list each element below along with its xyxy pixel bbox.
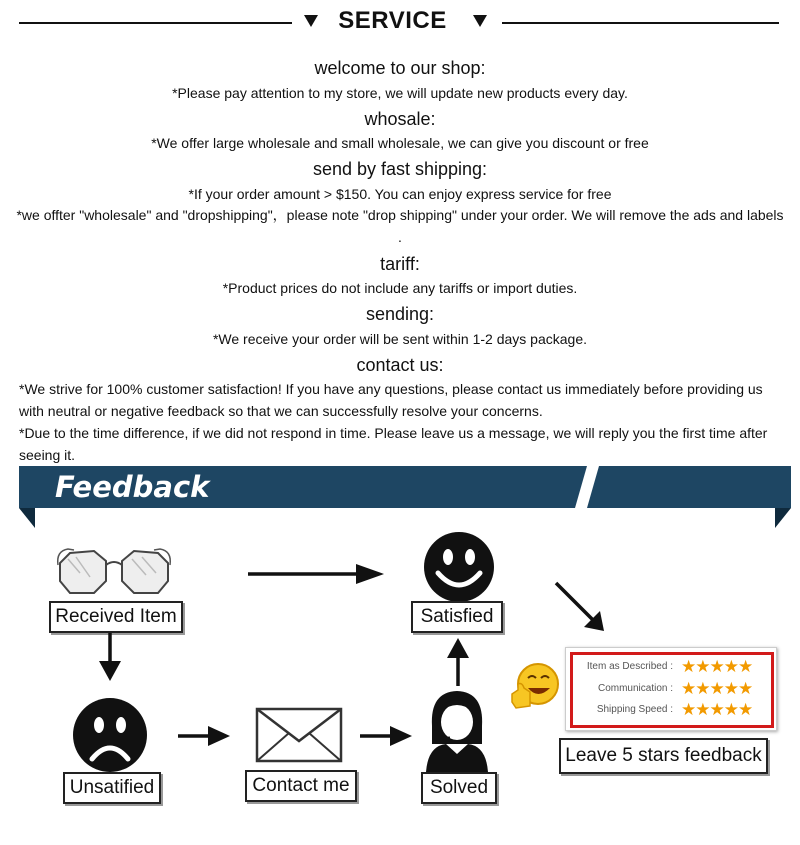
five-stars-icon: ★★★★★ — [681, 657, 753, 676]
shipping-text-2: *we offter "wholesale" and "dropshipping"，please note "drop shipping" under your order. We will remove the ads and labels . — [16, 207, 784, 245]
arrow-right-icon — [360, 725, 412, 747]
arrow-down-icon — [99, 633, 121, 681]
banner-fold-right — [775, 508, 791, 528]
satisfied-label: Satisfied — [411, 601, 503, 633]
sad-face-icon — [72, 697, 148, 773]
review-card — [565, 647, 777, 731]
arrow-diagonal-icon — [554, 581, 610, 637]
sending-heading: sending: — [365, 304, 435, 324]
thumbs-up-emoji-icon — [508, 662, 560, 712]
review-row-label: Shipping Speed : — [596, 704, 673, 715]
contact-text-2: *Due to the time difference, if we did not respond in time. Please leave us a message, we will reply you the first time after seeing it. — [19, 425, 768, 463]
divider-left — [19, 22, 292, 24]
envelope-icon — [255, 707, 343, 763]
tariff-heading: tariff: — [380, 254, 420, 274]
welcome-heading: welcome to our shop: — [314, 58, 486, 78]
received-item-label: Received Item — [49, 601, 183, 633]
triangle-down-icon — [473, 15, 487, 27]
contact-text-1: *We strive for 100% customer satisfaction! If you have any questions, please contact us immediately before providing us with neutral or negative feedback so that we can successfully resolve your concerns. — [19, 381, 763, 419]
review-card-border — [570, 652, 774, 728]
welcome-text: *Please pay attention to my store, we will update new products every day. — [172, 85, 628, 101]
arrow-up-icon — [447, 638, 469, 686]
solved-label: Solved — [421, 772, 497, 804]
service-header — [0, 0, 800, 44]
banner-fold-left — [19, 508, 35, 528]
shipping-heading: send by fast shipping: — [312, 159, 488, 179]
shipping-text-1: *If your order amount > $150. You can enjoy express service for free — [188, 186, 612, 202]
happy-face-icon — [423, 531, 495, 603]
glasses-icon — [54, 543, 174, 599]
wholesale-text: *We offer large wholesale and small wholesale, we can give you discount or free — [151, 135, 649, 151]
feedback-banner — [19, 466, 791, 528]
divider-right — [502, 22, 779, 24]
service-title: SERVICE — [338, 7, 447, 34]
five-stars-icon: ★★★★★ — [681, 679, 753, 698]
wholesale-heading: whosale: — [364, 109, 436, 129]
review-row-described — [577, 658, 771, 678]
leave-feedback-label: Leave 5 stars feedback — [559, 738, 768, 774]
contact-me-label: Contact me — [245, 770, 357, 802]
support-agent-icon — [424, 688, 490, 772]
review-row-label: Item as Described : — [586, 661, 673, 672]
review-row-label: Communication : — [597, 683, 673, 694]
arrow-right-icon — [248, 562, 384, 586]
sending-text: *We receive your order will be sent within 1-2 days package. — [212, 331, 588, 347]
triangle-down-icon — [304, 15, 318, 27]
review-row-communication — [577, 680, 771, 700]
arrow-right-icon — [178, 725, 230, 747]
unsatisfied-label: Unsatified — [63, 772, 161, 804]
five-stars-icon: ★★★★★ — [681, 700, 753, 719]
review-row-shipping — [577, 701, 771, 721]
contact-heading: contact us: — [356, 355, 444, 375]
tariff-text: *Product prices do not include any tariffs or import duties. — [222, 280, 578, 296]
banner-title: Feedback — [55, 470, 210, 504]
